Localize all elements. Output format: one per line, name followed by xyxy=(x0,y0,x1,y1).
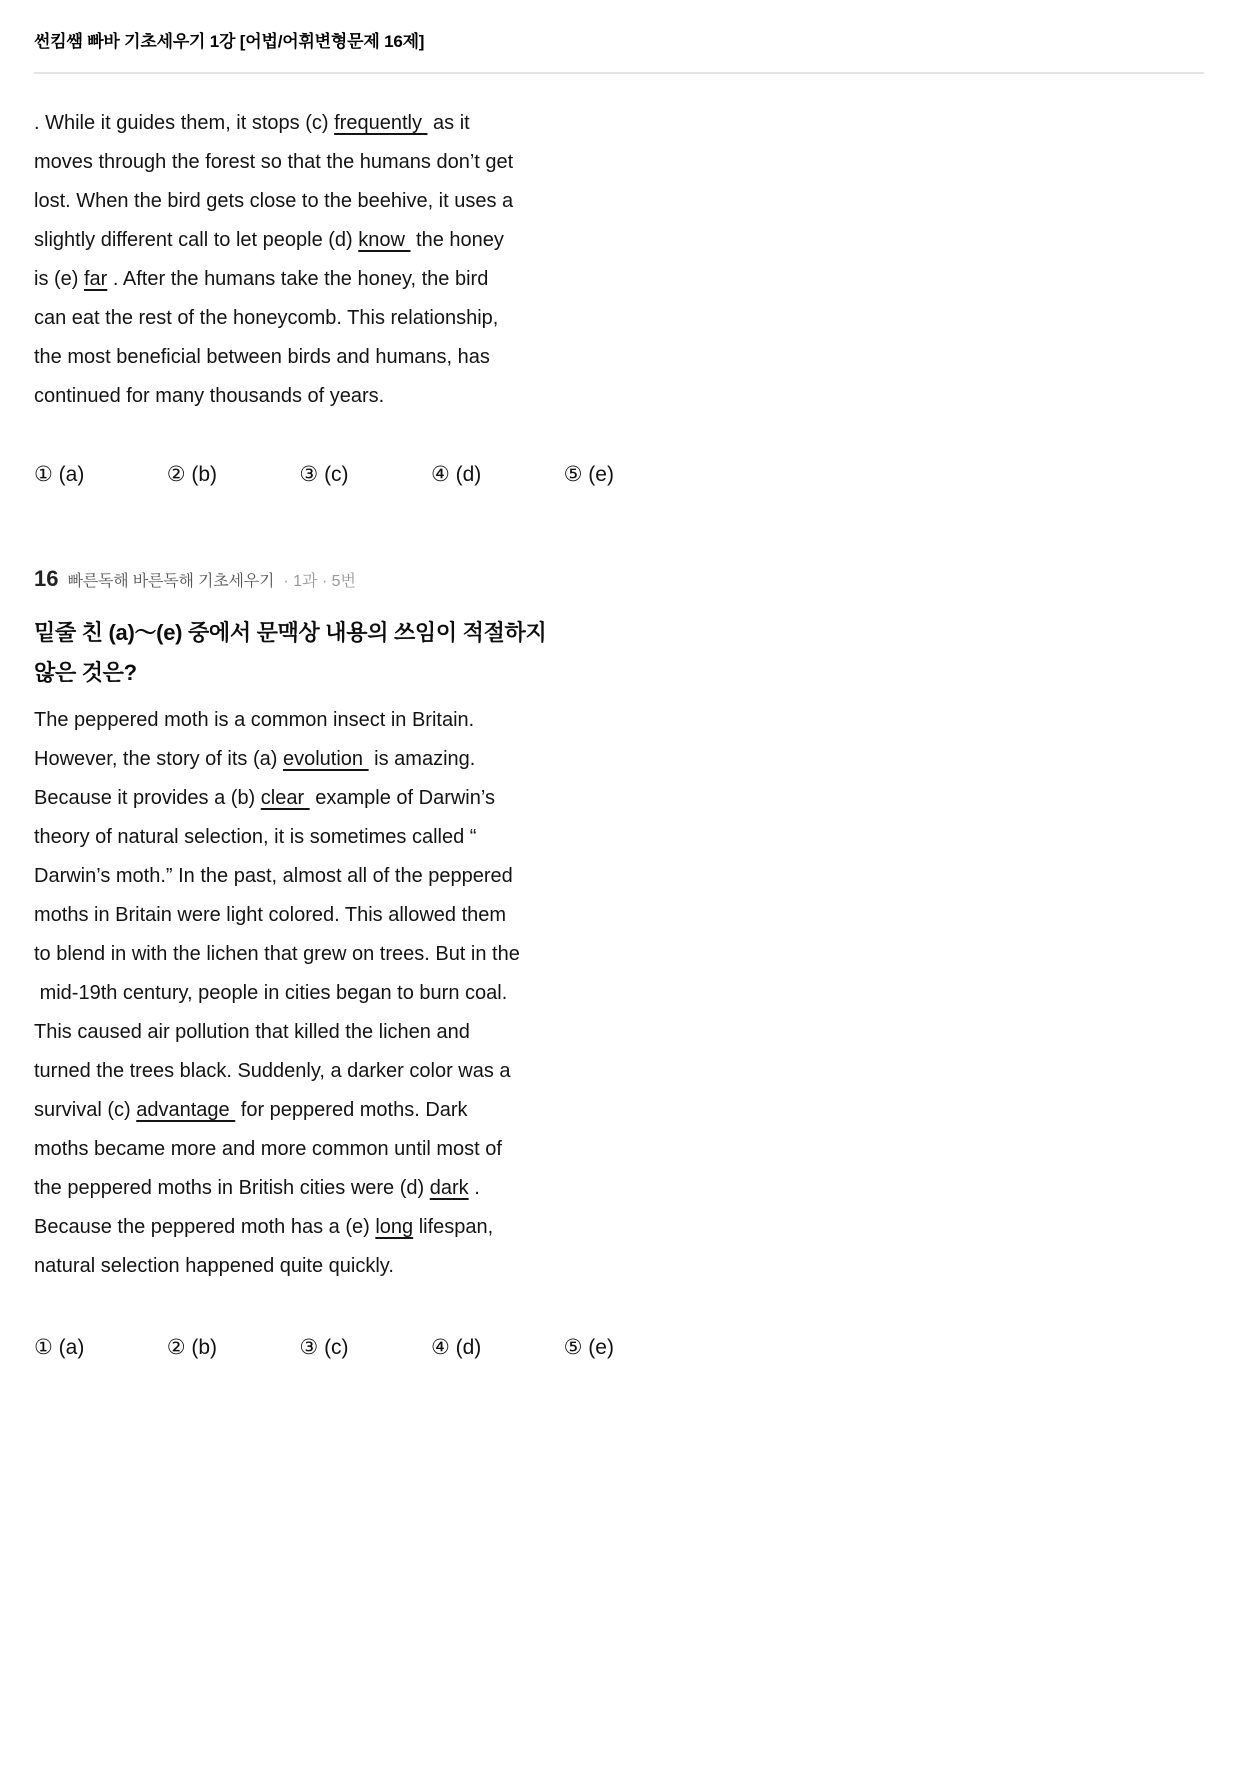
choice-option[interactable]: ⑤ (e) xyxy=(563,1336,614,1359)
passage-text: However, the story of its (a) xyxy=(34,748,283,770)
previous-question-choices xyxy=(34,455,614,494)
passage-line xyxy=(34,1247,634,1286)
passage-text: the peppered moths in British cities were (d) xyxy=(34,1177,430,1199)
previous-question-passage xyxy=(34,104,634,416)
underlined-word: advantage xyxy=(136,1099,236,1121)
passage-text: Darwin’s moth.” In the past, almost all of the peppered xyxy=(34,865,513,887)
passage-line xyxy=(34,260,634,299)
passage-text: theory of natural selection, it is sometimes called “ xyxy=(34,826,477,848)
passage-text: Because it provides a (b) xyxy=(34,787,261,809)
passage-line xyxy=(34,1052,634,1091)
passage-line xyxy=(34,143,634,182)
passage-text: Because the peppered moth has a (e) xyxy=(34,1216,376,1238)
passage-text: This caused air pollution that killed the lichen and xyxy=(34,1021,470,1043)
question-source: 빠른독해 바른독해 기초세우기 xyxy=(67,573,275,590)
choice-option[interactable]: ① (a) xyxy=(34,1336,85,1359)
passage-text: . xyxy=(468,1177,480,1199)
passage-text: moths became more and more common until most of xyxy=(34,1138,502,1160)
passage-line xyxy=(34,974,634,1013)
question-source-detail: · 1과 · 5번 xyxy=(283,573,357,590)
passage-line xyxy=(34,701,634,740)
passage-line xyxy=(34,104,634,143)
passage-line xyxy=(34,740,634,779)
document-title: 썬킴쌤 빠바 기초세우기 1강 [어법/어휘변형문제 16제] xyxy=(34,32,425,51)
passage-line xyxy=(34,338,634,377)
passage-text: slightly different call to let people (d) xyxy=(34,229,359,251)
passage-line xyxy=(34,1130,634,1169)
choice-option[interactable]: ③ (c) xyxy=(299,463,349,486)
passage-text: The peppered moth is a common insect in Britain. xyxy=(34,709,475,731)
passage-text: . After the humans take the honey, the bird xyxy=(107,268,489,290)
passage-text: moves through the forest so that the humans don’t get xyxy=(34,151,514,173)
passage-text: natural selection happened quite quickly. xyxy=(34,1255,394,1277)
question-16-prompt xyxy=(34,613,1205,693)
question-number: 16 xyxy=(34,566,59,591)
passage-text: the most beneficial between birds and humans, has xyxy=(34,346,490,368)
choice-option[interactable]: ① (a) xyxy=(34,463,85,486)
passage-text: as it xyxy=(427,112,470,134)
underlined-word: frequently xyxy=(334,112,428,134)
passage-line xyxy=(34,1208,634,1247)
underlined-word: long xyxy=(375,1216,414,1238)
passage-text: is (e) xyxy=(34,268,84,290)
passage-line xyxy=(34,299,634,338)
passage-text: can eat the rest of the honeycomb. This relationship, xyxy=(34,307,499,329)
question-prompt-line: 밑줄 친 (a)～(e) 중에서 문맥상 내용의 쓰임이 적절하지 xyxy=(34,620,547,645)
question-16-choices xyxy=(34,1328,614,1367)
passage-line xyxy=(34,1091,634,1130)
passage-line xyxy=(34,896,634,935)
question-16-header xyxy=(34,564,1205,597)
choice-option[interactable]: ② (b) xyxy=(166,1336,218,1359)
question-prompt-line: 않은 것은? xyxy=(34,660,137,685)
underlined-word: dark xyxy=(429,1177,469,1199)
passage-text: to blend in with the lichen that grew on trees. But in the xyxy=(34,943,520,965)
passage-line xyxy=(34,1169,634,1208)
passage-text: lifespan, xyxy=(413,1216,494,1238)
passage-text: . While it guides them, it stops (c) xyxy=(34,112,335,134)
passage-text: the honey xyxy=(410,229,504,251)
underlined-word: clear xyxy=(260,787,310,809)
choice-option[interactable]: ⑤ (e) xyxy=(563,463,614,486)
passage-line xyxy=(34,182,634,221)
passage-text: mid-19th century, people in cities began to burn coal. xyxy=(34,982,508,1004)
passage-line xyxy=(34,818,634,857)
choice-option[interactable]: ③ (c) xyxy=(299,1336,349,1359)
passage-line xyxy=(34,857,634,896)
passage-text: continued for many thousands of years. xyxy=(34,385,385,407)
passage-text: is amazing. xyxy=(368,748,476,770)
passage-line xyxy=(34,1013,634,1052)
passage-text: example of Darwin’s xyxy=(309,787,495,809)
passage-line xyxy=(34,779,634,818)
worksheet-page xyxy=(0,29,1241,1785)
underlined-word: evolution xyxy=(282,748,369,770)
passage-line xyxy=(34,377,634,416)
underlined-word: know xyxy=(358,229,411,251)
question-16-passage xyxy=(34,701,634,1286)
header-divider xyxy=(34,72,1204,74)
passage-text: moths in Britain were light colored. This allowed them xyxy=(34,904,507,926)
choice-option[interactable]: ② (b) xyxy=(166,463,218,486)
passage-text: for peppered moths. Dark xyxy=(235,1099,468,1121)
passage-line xyxy=(34,935,634,974)
choice-option[interactable]: ④ (d) xyxy=(430,463,482,486)
passage-text: survival (c) xyxy=(34,1099,137,1121)
underlined-word: far xyxy=(84,268,108,290)
choice-option[interactable]: ④ (d) xyxy=(430,1336,482,1359)
passage-text: lost. When the bird gets close to the beehive, it uses a xyxy=(34,190,514,212)
passage-text: turned the trees black. Suddenly, a darker color was a xyxy=(34,1060,511,1082)
passage-line xyxy=(34,221,634,260)
